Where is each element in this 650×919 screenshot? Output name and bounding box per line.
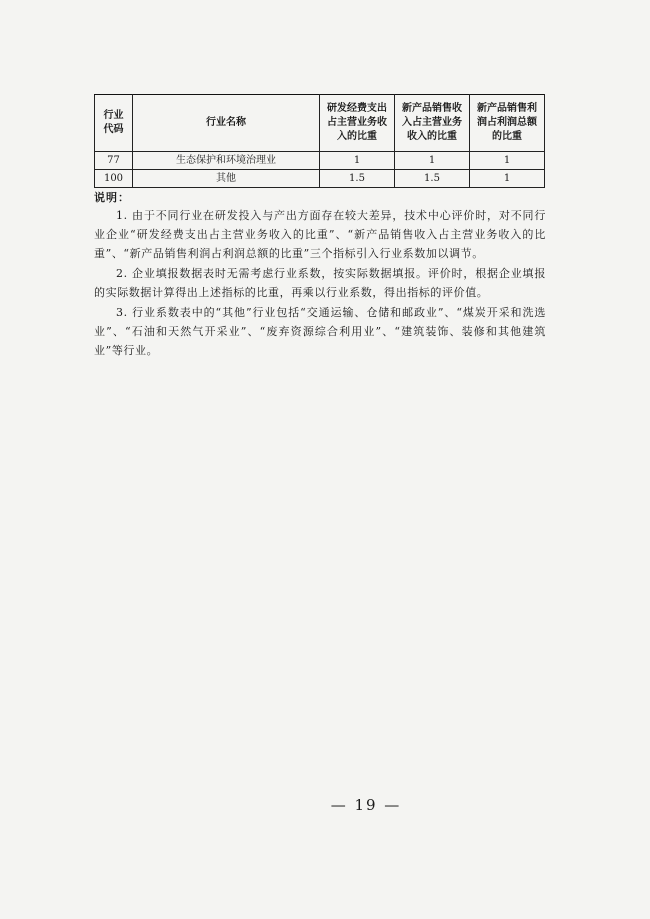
note-item-3: 3. 行业系数表中的“其他”行业包括“交通运输、仓储和邮政业”、“煤炭开采和洗选业”、“石油和天然气开采业”、“废弃资源综合利用业”、“建筑装饰、装修和其他建筑业”等行业。 <box>94 306 546 357</box>
header-rd-ratio: 研发经费支出占主营业务收入的比重 <box>320 95 395 152</box>
table-row <box>95 170 545 188</box>
header-industry-code: 行业代码 <box>95 95 133 152</box>
header-new-product-profit-ratio: 新产品销售利润占利润总额的比重 <box>470 95 545 152</box>
header-industry-name: 行业名称 <box>133 95 320 152</box>
cell-new-product-sales-ratio: 1 <box>395 152 470 170</box>
cell-new-product-profit-ratio: 1 <box>470 170 545 188</box>
cell-code: 100 <box>95 170 133 188</box>
cell-code: 77 <box>95 152 133 170</box>
cell-new-product-sales-ratio: 1.5 <box>395 170 470 188</box>
table-header-row <box>95 95 545 152</box>
cell-name: 其他 <box>133 170 320 188</box>
note-item-2: 2. 企业填报数据表时无需考虑行业系数，按实际数据填报。评价时，根据企业填报的实际数据计算得出上述指标的比重，再乘以行业系数，得出指标的评价值。 <box>94 267 546 299</box>
notes-label: 说明： <box>94 191 130 204</box>
notes-section <box>94 206 546 361</box>
page-number <box>0 796 650 814</box>
cell-new-product-profit-ratio: 1 <box>470 152 545 170</box>
cell-rd-ratio: 1 <box>320 152 395 170</box>
cell-rd-ratio: 1.5 <box>320 170 395 188</box>
cell-name: 生态保护和环境治理业 <box>133 152 320 170</box>
industry-coefficient-table <box>94 94 545 188</box>
note-item-1: 1. 由于不同行业在研发投入与产出方面存在较大差异，技术中心评价时，对不同行业企业“研发经费支出占主营业务收入的比重”、“新产品销售收入占主营业务收入的比重”、“新产品销售利润占利润总额的比重”三个指标引入行业系数加以调节。 <box>94 209 546 260</box>
page-number-text: — 19 — <box>330 796 402 814</box>
table-row <box>95 152 545 170</box>
header-new-product-sales-ratio: 新产品销售收入占主营业务收入的比重 <box>395 95 470 152</box>
